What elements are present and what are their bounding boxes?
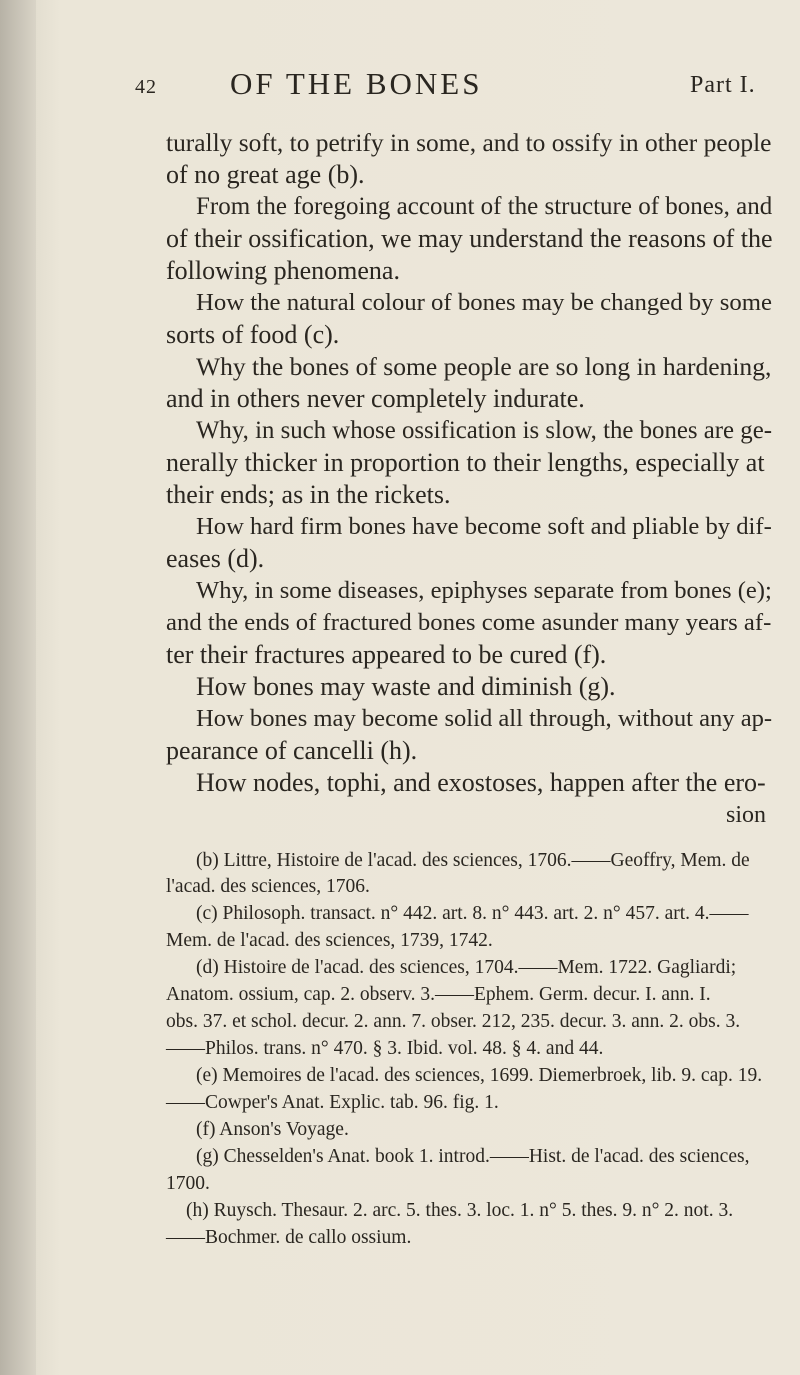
running-head (120, 66, 800, 110)
footnote-line: (d) Histoire de l'acad. des sciences, 1704.——Mem. 1722. Gagliardi; (196, 957, 737, 978)
body-line: and the ends of fractured bones come asunder many years af- (166, 609, 772, 636)
body-line: sorts of food (c). (166, 320, 340, 349)
footnote-line: (b) Littre, Histoire de l'acad. des sciences, 1706.——Geoffry, Mem. de (196, 850, 750, 871)
body-line: How hard firm bones have become soft and pliable by dif- (196, 513, 772, 540)
footnote-line: l'acad. des sciences, 1706. (166, 876, 370, 897)
body-line: How bones may become solid all through, without any ap- (196, 705, 773, 732)
body-line: turally soft, to petrify in some, and to ossify in other people (166, 128, 772, 157)
body-line: How nodes, tophi, and exostoses, happen after the ero- (196, 768, 766, 797)
body-line: nerally thicker in proportion to their lengths, especially at (166, 448, 765, 477)
body-line: Why, in such whose ossification is slow, the bones are ge- (196, 417, 772, 444)
part-label: Part I. (690, 72, 756, 98)
body-line: their ends; as in the rickets. (166, 480, 451, 509)
catchword: sion (726, 802, 767, 828)
body-line: Why the bones of some people are so long in hardening, (196, 352, 772, 381)
footnote-line: (f) Anson's Voyage. (196, 1119, 349, 1140)
footnote-line: (h) Ruysch. Thesaur. 2. arc. 5. thes. 3. loc. 1. n° 5. thes. 9. n° 2. not. 3. (186, 1200, 734, 1221)
body-line: How the natural colour of bones may be changed by some (196, 289, 772, 316)
footnote-line: obs. 37. et schol. decur. 2. ann. 7. obser. 212, 235. decur. 3. ann. 2. obs. 3. (166, 1011, 741, 1032)
footnote-line: 1700. (166, 1173, 210, 1194)
footnote-line: ——Cowper's Anat. Explic. tab. 96. fig. 1. (166, 1092, 499, 1113)
running-title: OF THE BONES (230, 66, 483, 101)
body-line: following phenomena. (166, 256, 400, 285)
body-line: eases (d). (166, 544, 265, 573)
footnote-line: ——Bochmer. de callo ossium. (166, 1227, 412, 1248)
body-line: From the foregoing account of the structure of bones, and (196, 193, 773, 220)
body-line: ter their fractures appeared to be cured (f). (166, 640, 607, 669)
footnote-line: ——Philos. trans. n° 470. § 3. Ibid. vol. 48. § 4. and 44. (166, 1038, 604, 1059)
page-gutter (0, 0, 36, 1375)
page-number: 42 (135, 76, 157, 98)
footnote-line: Mem. de l'acad. des sciences, 1739, 1742. (166, 930, 493, 951)
footnote-line: (e) Memoires de l'acad. des sciences, 1699. Diemerbroek, lib. 9. cap. 19. (196, 1065, 763, 1086)
body-line: Why, in some diseases, epiphyses separate from bones (e); (196, 577, 772, 604)
body-line: and in others never completely indurate. (166, 384, 585, 413)
footnote-line: (g) Chesselden's Anat. book 1. introd.——Hist. de l'acad. des sciences, (196, 1146, 750, 1167)
body-line: How bones may waste and diminish (g). (196, 672, 616, 701)
body-line: of no great age (b). (166, 160, 365, 189)
footnote-line: Anatom. ossium, cap. 2. observ. 3.——Ephem. Germ. decur. I. ann. I. (166, 984, 711, 1005)
body-line: of their ossification, we may understand the reasons of the (166, 224, 773, 253)
body-line: pearance of cancelli (h). (166, 736, 418, 765)
footnote-line: (c) Philosoph. transact. n° 442. art. 8. n° 443. art. 2. n° 457. art. 4.—— (196, 903, 749, 924)
